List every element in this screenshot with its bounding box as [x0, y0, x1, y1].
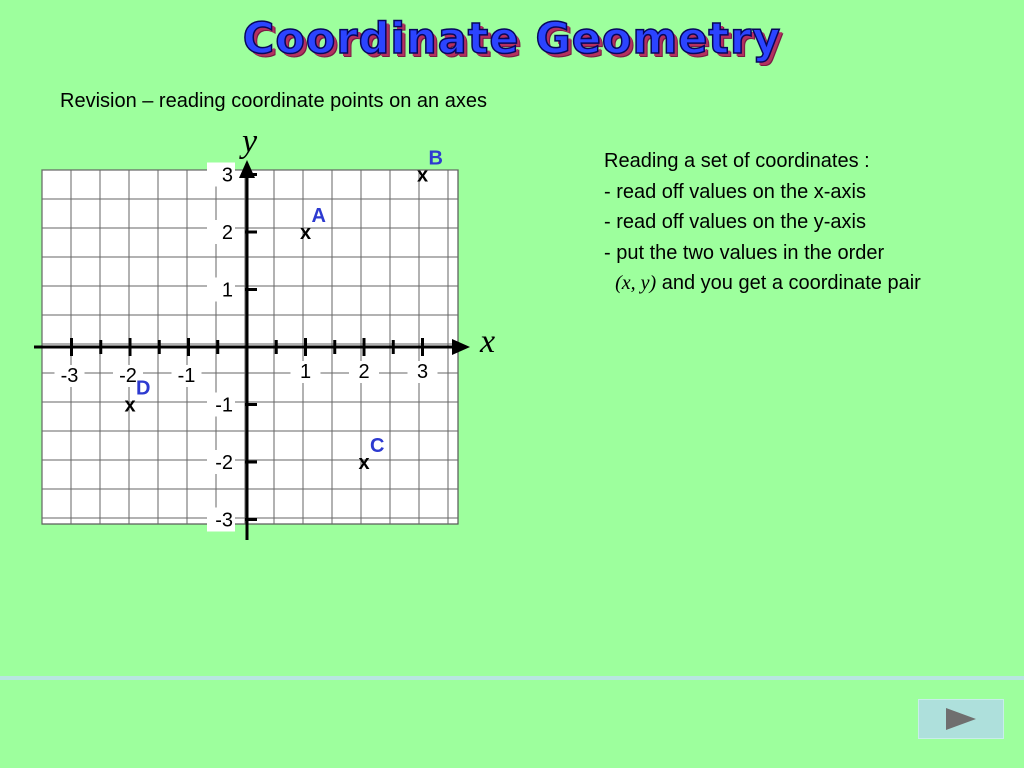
y-axis-title: y [242, 123, 258, 160]
y-tick-label: -2 [215, 452, 233, 474]
x-axis-arrow [452, 339, 470, 355]
point-label: B [428, 147, 443, 170]
subtitle: Revision – reading coordinate points on an axes [60, 90, 487, 112]
instruction-pair-line [604, 268, 921, 299]
point-label: C [370, 435, 385, 457]
point-label: D [136, 377, 151, 400]
y-tick-label: 2 [221, 222, 233, 244]
point-marker: x [416, 164, 429, 187]
point-marker: x [124, 394, 136, 417]
instruction-step-x: - read off values on the x-axis [604, 180, 866, 203]
y-tick-label: 3 [221, 164, 233, 187]
x-tick-label: 2 [358, 361, 370, 383]
x-tick-label: -2 [119, 365, 137, 387]
page-title: Coordinate Geometry [242, 14, 782, 64]
play-triangle-icon [944, 706, 978, 732]
pair-notation: (x, y) [615, 272, 657, 294]
instruction-step-y: - read off values on the y-axis [604, 211, 866, 233]
x-axis-title: x [480, 323, 496, 360]
instruction-heading: Reading a set of coordinates : [604, 150, 870, 172]
x-tick-label: 3 [416, 361, 429, 383]
y-tick-label: -3 [215, 509, 233, 532]
point-marker: x [358, 452, 370, 474]
y-tick-label: 1 [221, 279, 233, 302]
point-label: A [311, 205, 326, 227]
x-tick-label: -1 [177, 365, 196, 387]
x-tick-label: 1 [299, 361, 312, 383]
instruction-step-order: - put the two values in the order [604, 241, 885, 264]
next-slide-button[interactable] [918, 699, 1004, 739]
footer-divider [0, 676, 1024, 680]
instruction-pair-text: and you get a coordinate pair [656, 272, 921, 294]
instructions [604, 146, 921, 299]
y-tick-label: -1 [215, 394, 233, 417]
x-tick-label: -3 [60, 365, 79, 387]
point-marker: x [299, 222, 312, 244]
